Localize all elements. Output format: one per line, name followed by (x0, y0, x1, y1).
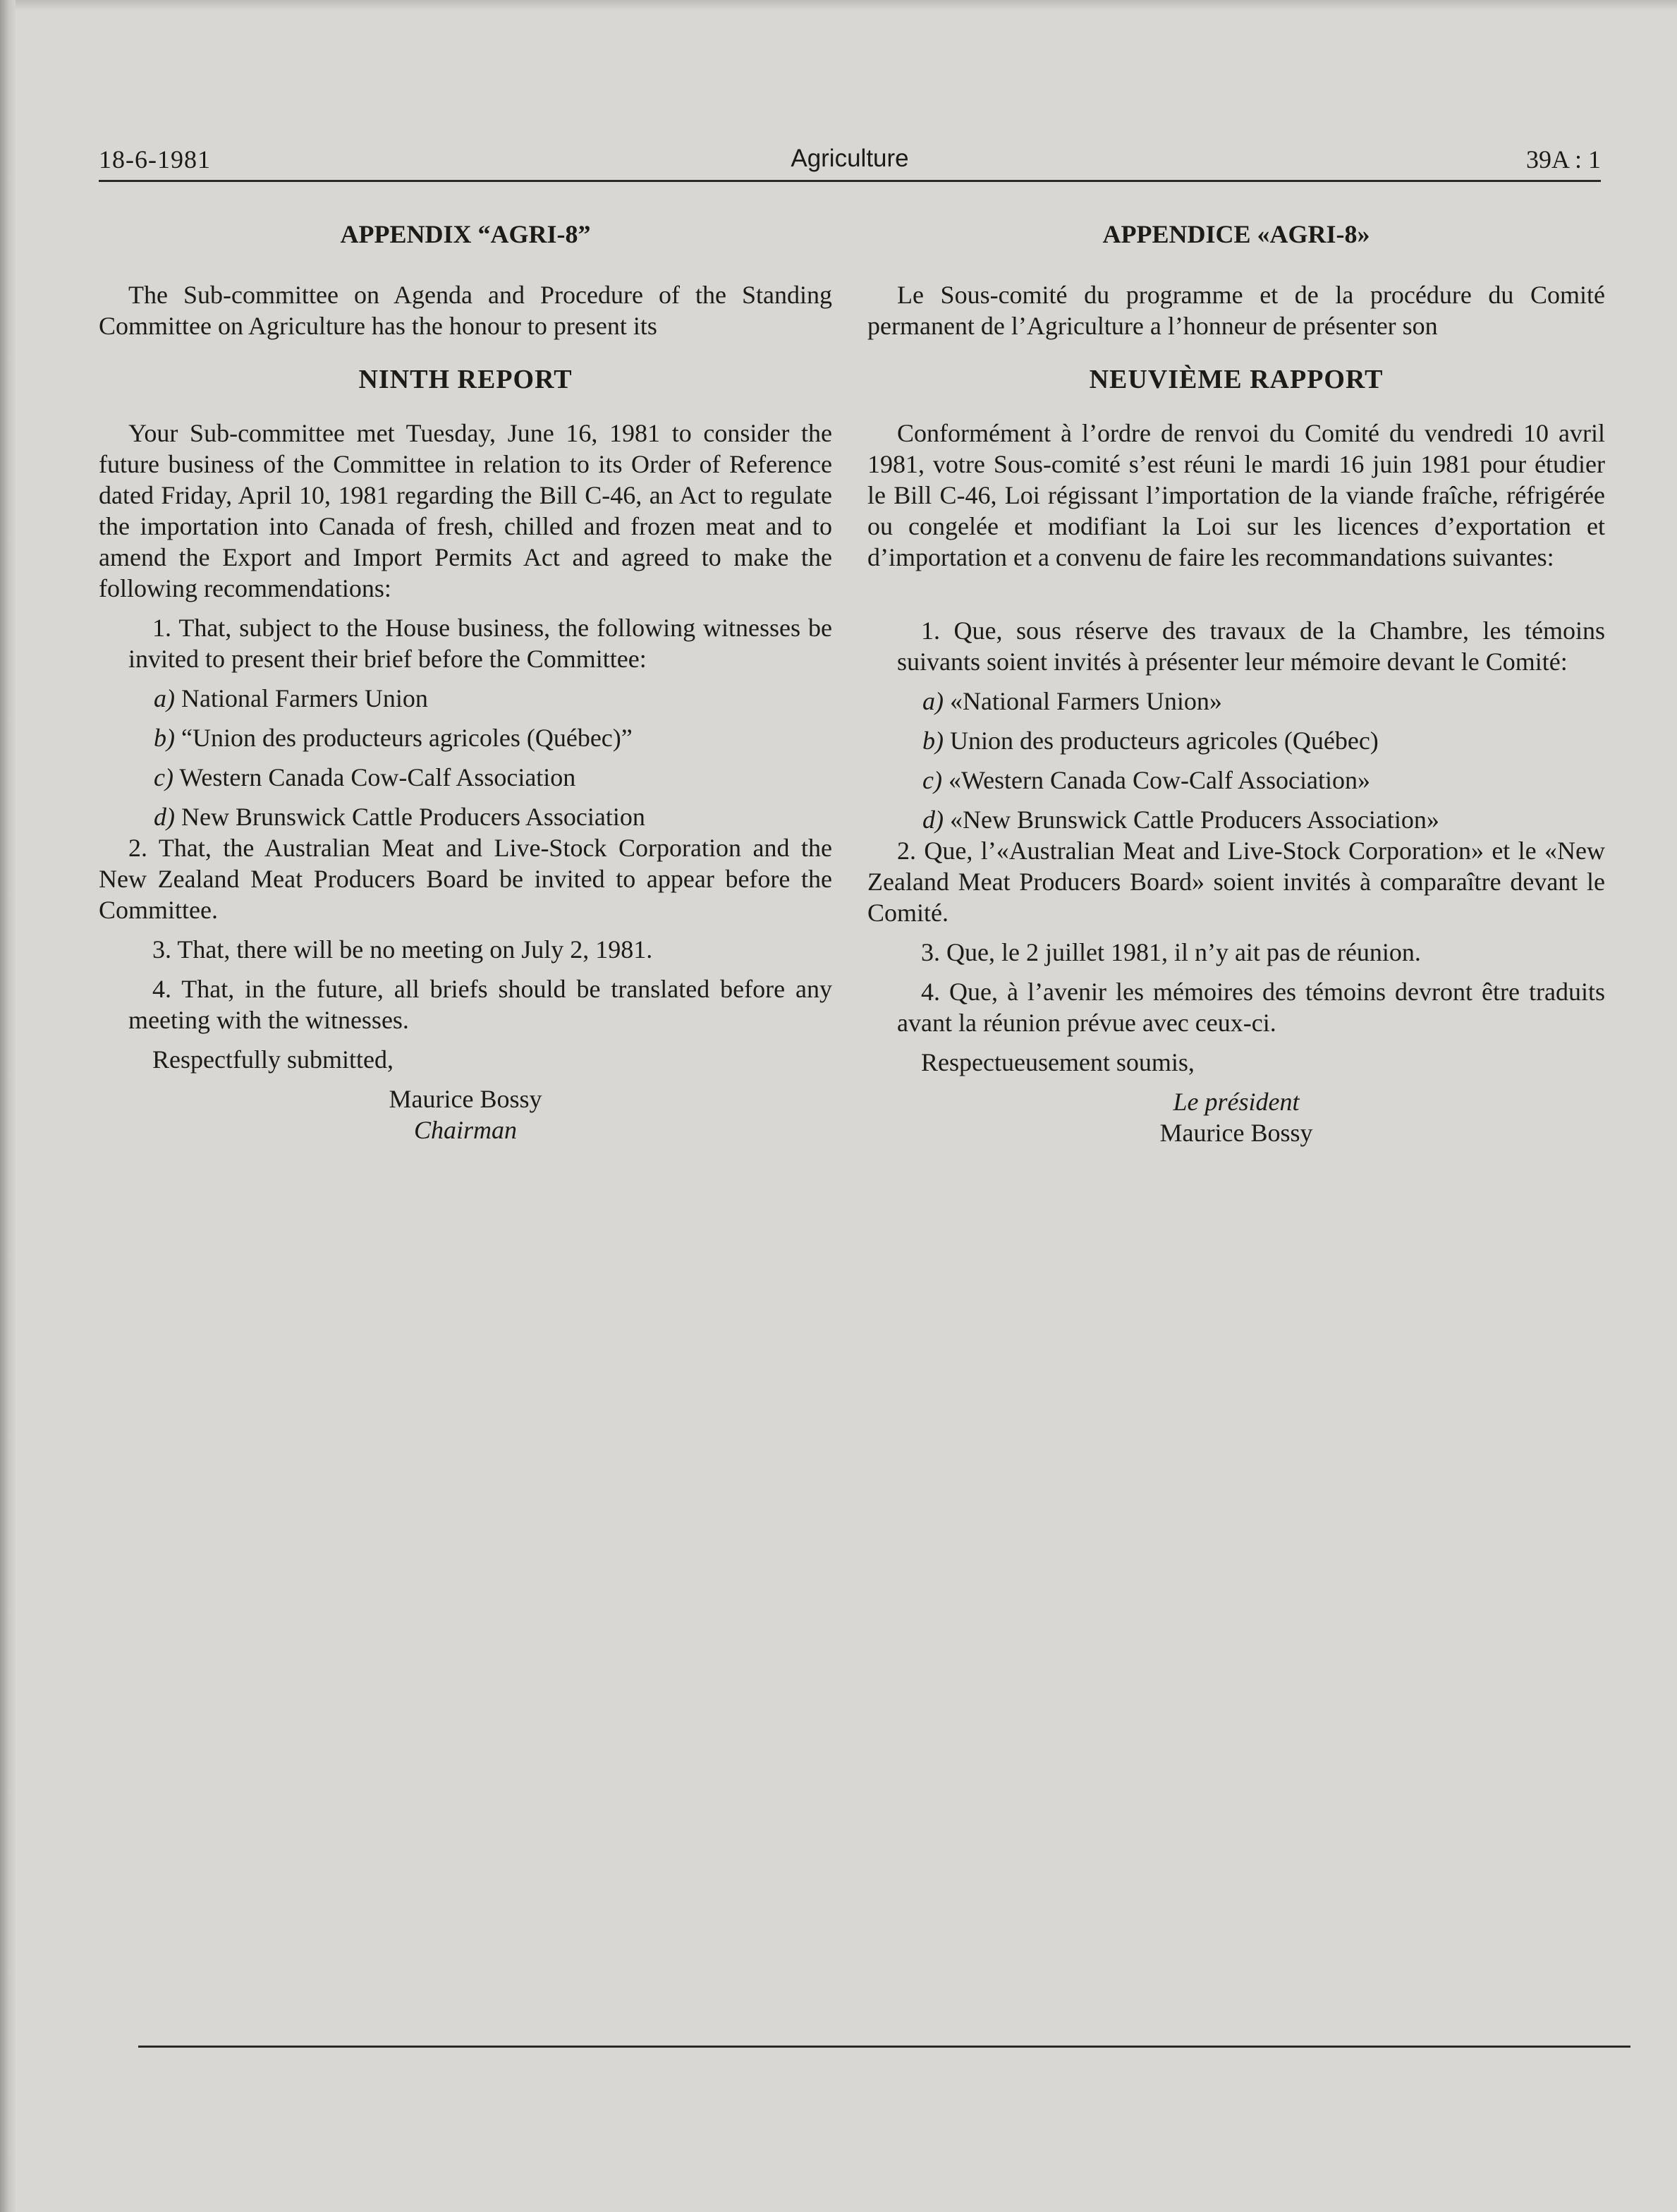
closing-en: Respectfully submitted, (152, 1045, 394, 1074)
intro-fr: Le Sous-comité du programme et de la procédure du Comité permanent de l’Agriculture a l’honneur de présenter son (867, 281, 1605, 340)
item-2-fr: 2. Que, l’«Australian Meat and Live-Stock Corporation» et le «New Zealand Meat Producers Board» soient invités à comparaître devant le Comité. (867, 837, 1605, 927)
witness-b-fr (867, 725, 1605, 756)
witness-d-fr (867, 804, 1605, 835)
witness-c-fr (867, 765, 1605, 796)
witness-a-fr (867, 686, 1605, 717)
witness-label: a) (154, 684, 175, 712)
witness-label: d) (922, 806, 944, 834)
item-2-en: 2. That, the Australian Meat and Live-Stock Corporation and the New Zealand Meat Producers Board be invited to appear before the Committee. (99, 834, 832, 924)
witness-text: New Brunswick Cattle Producers Association (181, 803, 645, 831)
witness-label: a) (922, 687, 944, 715)
signature-title-en: Chairman (413, 1116, 518, 1144)
report-title-fr: NEUVIÈME RAPPORT (1089, 365, 1384, 394)
english-column (99, 219, 832, 1146)
header-title: Agriculture (791, 145, 909, 172)
intro-en: The Sub-committee on Agenda and Procedure of the Standing Committee on Agriculture has the honour to present its (99, 281, 832, 340)
header-rule (99, 180, 1601, 182)
witness-label: b) (922, 727, 944, 755)
witness-a-en (99, 683, 832, 714)
signature-name-fr: Maurice Bossy (1159, 1119, 1313, 1147)
item-4-fr: 4. Que, à l’avenir les mémoires des témoins devront être traduits avant la réunion prévue avec ceux-ci. (897, 978, 1605, 1037)
witness-label: b) (154, 724, 175, 752)
page-left-edge (0, 0, 16, 2212)
header-page-number: 39A : 1 (1525, 145, 1601, 174)
french-column (867, 219, 1605, 1148)
report-title-en: NINTH REPORT (358, 365, 573, 394)
witness-text: “Union des producteurs agricoles (Québec)” (181, 724, 633, 752)
witness-text: National Farmers Union (181, 684, 428, 712)
body-en: Your Sub-committee met Tuesday, June 16, 1981 to consider the future business of the Committee in relation to its Order of Reference dated Friday, April 10, 1981 regarding the Bill C-46, an Act to regulate the importation into Canada of fresh, chilled and frozen meat and to amend the Export and Import Permits Act and agreed to make the following recommendations: (99, 419, 832, 602)
item-4-en: 4. That, in the future, all briefs should be translated before any meeting with the witnesses. (128, 975, 832, 1034)
item-1-fr: 1. Que, sous réserve des travaux de la Chambre, les témoins suivants soient invités à présenter leur mémoire devant le Comité: (897, 616, 1605, 676)
signature-name-en: Maurice Bossy (389, 1085, 542, 1113)
witness-text: «Western Canada Cow-Calf Association» (948, 766, 1370, 794)
witness-d-en (99, 801, 832, 832)
witness-text: Union des producteurs agricoles (Québec) (950, 727, 1379, 755)
closing-fr: Respectueusement soumis, (921, 1048, 1195, 1076)
item-1-en: 1. That, subject to the House business, the following witnesses be invited to present their brief before the Committee: (128, 614, 832, 673)
witness-label: c) (922, 766, 942, 794)
item-3-en: 3. That, there will be no meeting on July 2, 1981. (152, 935, 653, 964)
witness-b-en (99, 722, 832, 753)
appendix-title-en: APPENDIX “AGRI-8” (340, 220, 591, 248)
bottom-rule (138, 2046, 1630, 2048)
witness-text: «New Brunswick Cattle Producers Association» (950, 806, 1439, 834)
witness-c-en (99, 762, 832, 793)
page-top-edge (0, 0, 1677, 10)
witness-text: Western Canada Cow-Calf Association (179, 763, 576, 791)
header-date: 18-6-1981 (99, 145, 211, 174)
page-header (99, 145, 1601, 180)
appendix-title-fr: APPENDICE «AGRI-8» (1102, 220, 1370, 248)
witness-text: «National Farmers Union» (950, 687, 1222, 715)
item-3-fr: 3. Que, le 2 juillet 1981, il n’y ait pas de réunion. (921, 938, 1421, 966)
signature-title-fr: Le président (1173, 1088, 1300, 1116)
witness-label: d) (154, 803, 175, 831)
body-fr: Conformément à l’ordre de renvoi du Comité du vendredi 10 avril 1981, votre Sous-comité s’est réuni le mardi 16 juin 1981 pour étudier le Bill C-46, Loi régissant l’importation de la viande fraîche, réfrigérée ou congelée et modifiant la Loi sur les licences d’exportation et d’importation et a convenu de faire les recommandations suivantes: (867, 419, 1605, 571)
witness-label: c) (154, 763, 173, 791)
